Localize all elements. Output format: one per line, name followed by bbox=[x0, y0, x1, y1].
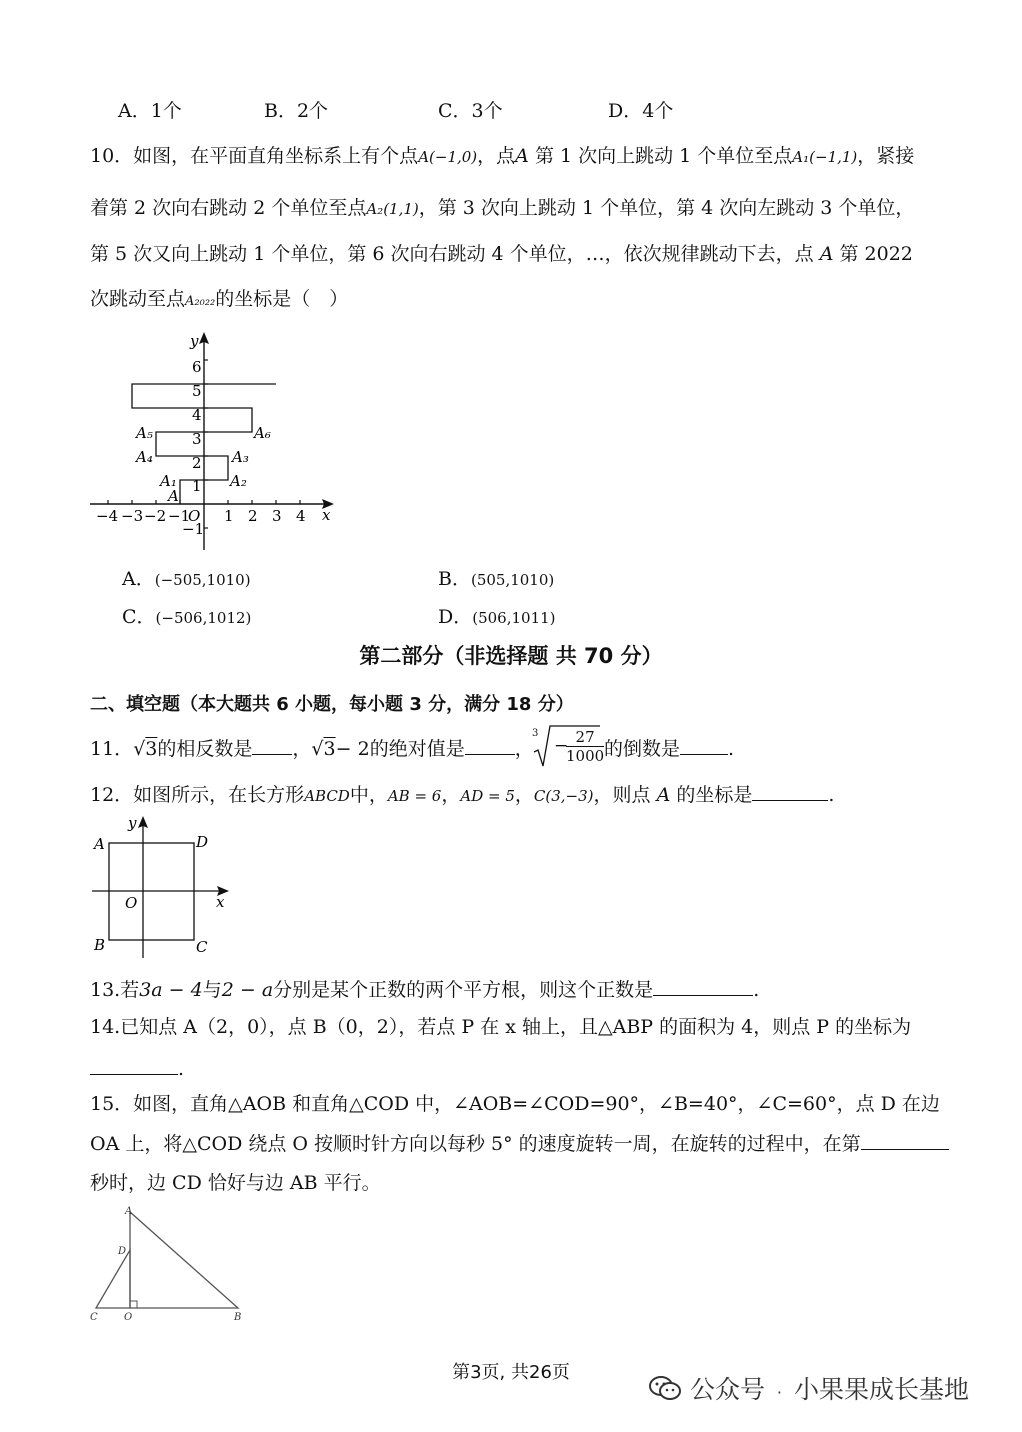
label-a6: A₆ bbox=[254, 424, 271, 442]
option-letter: B． bbox=[438, 568, 471, 590]
option-letter: A． bbox=[122, 568, 155, 590]
q11-line bbox=[90, 736, 534, 760]
q12-ab: AB = 6 bbox=[387, 787, 442, 805]
option-value: (−506,1012) bbox=[155, 609, 252, 627]
numerator: 27 bbox=[566, 728, 604, 747]
q10-point-a: A(−1,0) bbox=[418, 148, 478, 166]
triangle-aob bbox=[130, 1212, 238, 1308]
q10-option-c bbox=[122, 606, 251, 629]
watermark-label: 公众号 bbox=[689, 1375, 765, 1404]
q11-text: 的绝对值是 bbox=[369, 738, 465, 760]
q12-text: 中， bbox=[349, 784, 388, 806]
q10-text: 的坐标是（ ） bbox=[215, 288, 349, 310]
answer-blank bbox=[90, 1056, 178, 1075]
q11-number: 11． bbox=[90, 738, 134, 760]
watermark-account: 小果果成长基地 bbox=[793, 1375, 969, 1404]
label-b: B bbox=[94, 936, 106, 954]
q12-text: ， bbox=[514, 784, 534, 806]
label-c: C bbox=[196, 938, 208, 956]
q10-var-a: A bbox=[515, 145, 529, 167]
answer-blank bbox=[653, 977, 753, 996]
label-a: A bbox=[94, 835, 105, 853]
q11-text: ， bbox=[292, 738, 312, 760]
x-tick: 1 bbox=[224, 507, 234, 525]
option-value: (−505,1010) bbox=[154, 571, 251, 589]
q11-text: . bbox=[728, 738, 735, 760]
answer-blank bbox=[752, 782, 828, 801]
sqrt-symbol-icon: √ bbox=[311, 738, 324, 760]
x-tick: 4 bbox=[296, 507, 306, 525]
q10-text: 着第 2 次向右跳动 2 个单位至点 bbox=[90, 197, 367, 219]
sqrt-symbol-icon: √ bbox=[133, 738, 146, 760]
y-axis-label: y bbox=[128, 814, 137, 832]
q12-rectangle-graph bbox=[88, 812, 238, 962]
label-a2: A₂ bbox=[230, 472, 247, 490]
label-o: O bbox=[124, 1312, 133, 1323]
label-a3: A₃ bbox=[232, 448, 249, 466]
q15-text: OA 上，将△COD 绕点 O 按顺时针方向以每秒 5° 的速度旋转一周，在旋转的过程中，在第 bbox=[90, 1133, 861, 1155]
label-a4: A₄ bbox=[136, 448, 153, 466]
q10-text: 次跳动至点 bbox=[90, 288, 186, 310]
q9-option-d: D．4个 bbox=[608, 100, 674, 122]
option-letter: C． bbox=[122, 606, 156, 628]
y-tick: −1 bbox=[182, 520, 205, 538]
label-b: B bbox=[234, 1312, 242, 1323]
negative-sign: − bbox=[554, 736, 569, 756]
y-tick: 6 bbox=[192, 358, 202, 376]
q10-text: ，点 bbox=[477, 145, 516, 167]
part2-title: 第二部分（非选择题 共 70 分） bbox=[359, 644, 663, 668]
answer-blank bbox=[465, 736, 515, 755]
x-tick: −3 bbox=[121, 507, 144, 525]
x-axis-label: x bbox=[216, 893, 225, 911]
q10-line1 bbox=[90, 145, 914, 168]
q15-line3: 秒时，边 CD 恰好与边 AB 平行。 bbox=[90, 1172, 381, 1194]
q10-option-b bbox=[438, 568, 554, 591]
q12-ad: AD = 5 bbox=[460, 787, 515, 805]
q13-line bbox=[90, 977, 759, 1001]
q12-text: ， bbox=[441, 784, 461, 806]
q15-line1: 15．如图，直角△AOB 和直角△COD 中，∠AOB=∠COD=90°，∠B=40°，∠C=60°，点 D 在边 bbox=[90, 1093, 940, 1115]
q11-text: 的相反数是 bbox=[157, 738, 253, 760]
label-d: D bbox=[196, 833, 209, 851]
q10-text: 第 2022 bbox=[839, 243, 913, 265]
q15-triangles-graph bbox=[86, 1204, 250, 1328]
q13-text: 与 bbox=[202, 979, 222, 1001]
y-tick: 4 bbox=[192, 406, 202, 424]
q9-option-c: C．3个 bbox=[438, 100, 503, 122]
right-angle-mark bbox=[130, 1301, 137, 1308]
option-letter: D． bbox=[438, 606, 473, 628]
label-d: D bbox=[118, 1246, 127, 1257]
answer-blank bbox=[861, 1131, 949, 1150]
sqrt-radicand: 3 bbox=[323, 738, 336, 760]
point-labels bbox=[134, 424, 271, 505]
q11-expr: − 2 bbox=[335, 738, 370, 760]
q13-text: . bbox=[753, 979, 760, 1001]
q10-var-a: A bbox=[819, 243, 834, 265]
x-tick: 2 bbox=[248, 507, 258, 525]
q12-text: . bbox=[828, 784, 835, 806]
q11-line-end bbox=[604, 736, 734, 760]
q12-rect-name: ABCD bbox=[304, 787, 350, 805]
q12-line bbox=[90, 782, 834, 807]
x-tick: −1 bbox=[168, 507, 191, 525]
q11-text: ， bbox=[514, 738, 534, 760]
q10-point-a2022: A₂₀₂₂ bbox=[185, 294, 216, 309]
y-tick: 2 bbox=[192, 454, 202, 472]
answer-blank bbox=[680, 736, 728, 755]
q12-text: ，则点 bbox=[593, 784, 651, 806]
q10-text: ，第 3 次向上跳动 1 个单位，第 4 次向左跳动 3 个单位， bbox=[418, 197, 915, 219]
label-a: A bbox=[125, 1206, 133, 1217]
label-a1: A₁ bbox=[160, 472, 177, 490]
q10-line4 bbox=[90, 288, 348, 313]
q13-expr2: 2 − a bbox=[221, 979, 274, 1001]
q12-point-c: C(3,−3) bbox=[533, 787, 594, 805]
q12-text: 的坐标是 bbox=[676, 784, 753, 806]
watermark bbox=[648, 1370, 969, 1406]
y-axis-label: y bbox=[190, 332, 199, 350]
q10-text: 第 1 次向上跳动 1 个单位至点 bbox=[534, 145, 793, 167]
fraction bbox=[566, 728, 604, 765]
q10-text: ，紧接 bbox=[857, 145, 915, 167]
page-number: 第3页, 共26页 bbox=[452, 1362, 570, 1383]
option-value: (506,1011) bbox=[472, 609, 556, 627]
q9-option-b: B．2个 bbox=[264, 100, 329, 122]
q10-line2 bbox=[90, 197, 914, 220]
x-tick: −4 bbox=[96, 507, 119, 525]
wechat-icon bbox=[648, 1374, 682, 1402]
q10-text: 第 5 次又向上跳动 1 个单位，第 6 次向右跳动 4 个单位，…，依次规律跳动下去，点 bbox=[90, 243, 814, 265]
q13-text: 分别是某个正数的两个平方根，则这个正数是 bbox=[273, 979, 654, 1001]
q12-var-a: A bbox=[656, 784, 671, 806]
triangle-cod bbox=[96, 1250, 130, 1308]
origin-label: O bbox=[125, 894, 138, 912]
sqrt-radicand: 3 bbox=[145, 738, 158, 760]
x-tick: −2 bbox=[144, 507, 167, 525]
y-tick: 3 bbox=[192, 430, 202, 448]
label-c: C bbox=[90, 1312, 98, 1323]
q11-text: 的倒数是 bbox=[604, 738, 681, 760]
q14-line2 bbox=[90, 1056, 184, 1080]
label-a: A bbox=[168, 487, 179, 505]
q14-text: . bbox=[178, 1058, 185, 1080]
root-index: 3 bbox=[532, 728, 539, 739]
y-tick: 1 bbox=[192, 477, 202, 495]
x-tick-labels bbox=[96, 506, 331, 525]
option-value: (505,1010) bbox=[470, 571, 555, 589]
q10-line3 bbox=[90, 243, 913, 265]
x-axis-label: x bbox=[322, 506, 331, 524]
q15-line2 bbox=[90, 1131, 949, 1155]
q13-expr1: 3a − 4 bbox=[139, 979, 203, 1001]
y-tick: 5 bbox=[192, 382, 202, 400]
q9-option-a: A．1个 bbox=[118, 100, 182, 122]
q13-text: 13.若 bbox=[90, 979, 140, 1001]
q10-option-a bbox=[122, 568, 251, 591]
watermark-dot: · bbox=[776, 1383, 783, 1402]
section2-title: 二、填空题（本大题共 6 小题，每小题 3 分，满分 18 分） bbox=[90, 694, 574, 715]
q10-point-a1: A₁(−1,1) bbox=[792, 148, 858, 166]
x-tick: 3 bbox=[272, 507, 282, 525]
q10-text: 10．如图，在平面直角坐标系上有个点 bbox=[90, 145, 419, 167]
q10-coordinate-graph bbox=[84, 328, 344, 554]
answer-blank bbox=[252, 736, 292, 755]
q12-text: 12．如图所示，在长方形 bbox=[90, 784, 305, 806]
origin-label: O bbox=[188, 507, 201, 525]
denominator: 1000 bbox=[566, 747, 605, 765]
q14-line1: 14.已知点 A（2，0），点 B（0，2），若点 P 在 x 轴上，且△ABP 的面积为 4，则点 P 的坐标为 bbox=[90, 1016, 912, 1038]
q10-option-d bbox=[438, 606, 556, 629]
q10-point-a2: A₂(1,1) bbox=[366, 200, 419, 218]
label-a5: A₅ bbox=[136, 424, 153, 442]
